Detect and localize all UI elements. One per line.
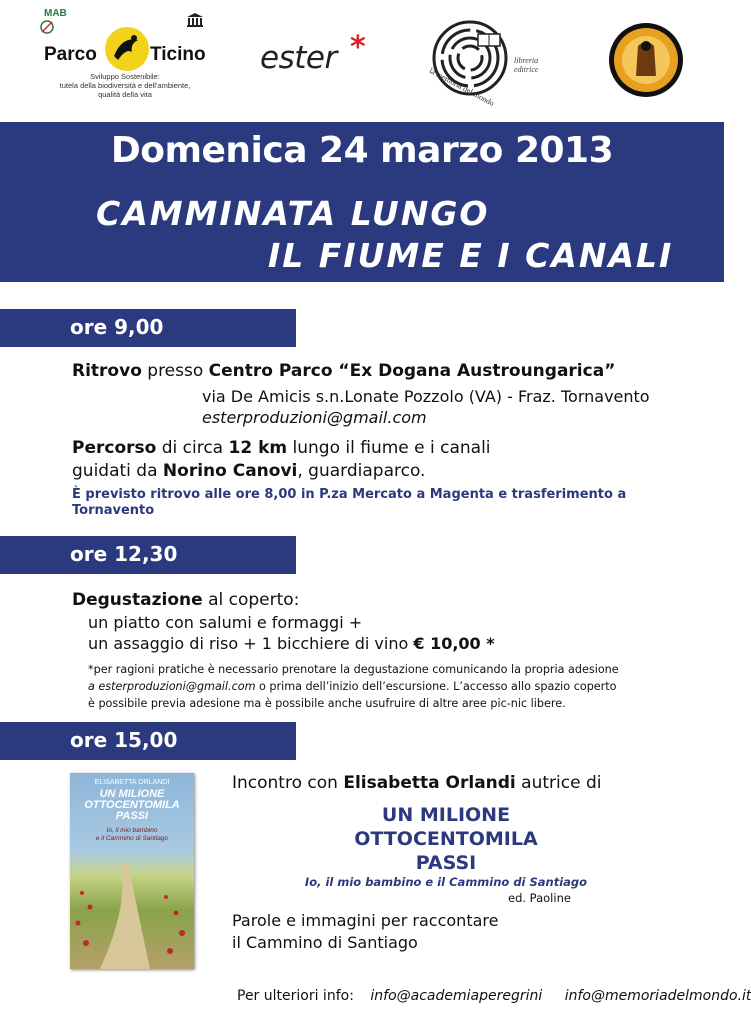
time-label-noon: ore 12,30 [70,542,178,566]
parco-word: Parco [44,44,97,65]
footer-label: Per ulteriori info: [237,988,354,1004]
ticino-word: Ticino [150,44,206,65]
mab-label: MAB [44,8,67,19]
unesco-icon [186,12,204,28]
parco-emblem-icon [104,26,150,72]
cover-author: ELISABETTA ORLANDI [94,779,170,786]
memoria-arc-text: la memoria del mondo [427,66,496,108]
time-label-morning: ore 9,00 [70,315,164,339]
ester-logo-text: ester [260,40,337,76]
footer-email-memoria[interactable]: info@memoriadelmondo.it [564,988,751,1004]
parole-line: Parole e immagini per raccontare il Cammino di Santiago [232,911,499,952]
degustazione-line: Degustazione al coperto: [72,590,300,610]
percorso-line: Percorso di circa 12 km lungo il fiume e i canali [72,438,491,458]
contact-email[interactable]: esterproduzioni@gmail.com [202,408,427,427]
ester-star-icon: * [350,30,366,65]
academia-peregrini-logo [608,22,684,98]
address-line: via De Amicis s.n.Lonate Pozzolo (VA) - Fraz. Tornavento [202,387,650,406]
menu-line1: un piatto con salumi e formaggi + [88,613,363,632]
footer-info [237,988,751,1004]
publisher: ed. Paoline [508,891,571,905]
footer-email-academia[interactable]: info@academiaperegrini [370,988,543,1004]
parco-ticino-logo [40,8,220,103]
degustazione-note: *per ragioni pratiche è necessario prenotare la degustazione comunicando la propria adesione a esterproduzioni@gmail.com o prima dell’inizio dell’escursione. L’accesso allo spazio coperto è possibile previa adesione ma è possibile anche usufruire di altre aree pic-nic libere. [88,663,619,710]
cover-title: UN MILIONE OTTOCENTOMILA PASSI [84,788,180,822]
event-title-line1: CAMMINATA LUNGO [96,194,490,233]
book-cover-image [70,773,194,969]
memoria-del-mondo-logo [427,18,560,108]
mab-icon [40,20,54,34]
parco-subtitle: Sviluppo Sostenibile: tutela della biodiversità e dell'ambiente, qualità della vita [59,72,191,99]
cover-subtitle: Io, il mio bambino e il Cammino di Santiago [95,827,169,842]
event-title-line2: IL FIUME E I CANALI [268,236,674,275]
path-field-illustration [70,863,194,969]
time-label-afternoon: ore 15,00 [70,728,178,752]
menu-line2: un assaggio di riso + 1 bicchiere di vino € 10,00 * [88,634,495,653]
book-subtitle: Io, il mio bambino e il Cammino di Santiago [304,875,588,889]
meeting-note: È previsto ritrovo alle ore 8,00 in P.za Mercato a Magenta e trasferimento a Tornavento [72,487,627,518]
event-date: Domenica 24 marzo 2013 [110,130,614,171]
guide-line: guidati da Norino Canovi, guardiaparco. [72,461,426,481]
academia-seal-icon [608,22,684,98]
academia-logo-lettering [608,22,609,23]
memoria-label: libreria editrice [514,56,539,74]
ritrovo-line: Ritrovo presso Centro Parco “Ex Dogana Austroungarica” [72,361,616,381]
incontro-line: Incontro con Elisabetta Orlandi autrice di [232,773,602,793]
book-title: UN MILIONE OTTOCENTOMILA PASSI [354,804,538,874]
